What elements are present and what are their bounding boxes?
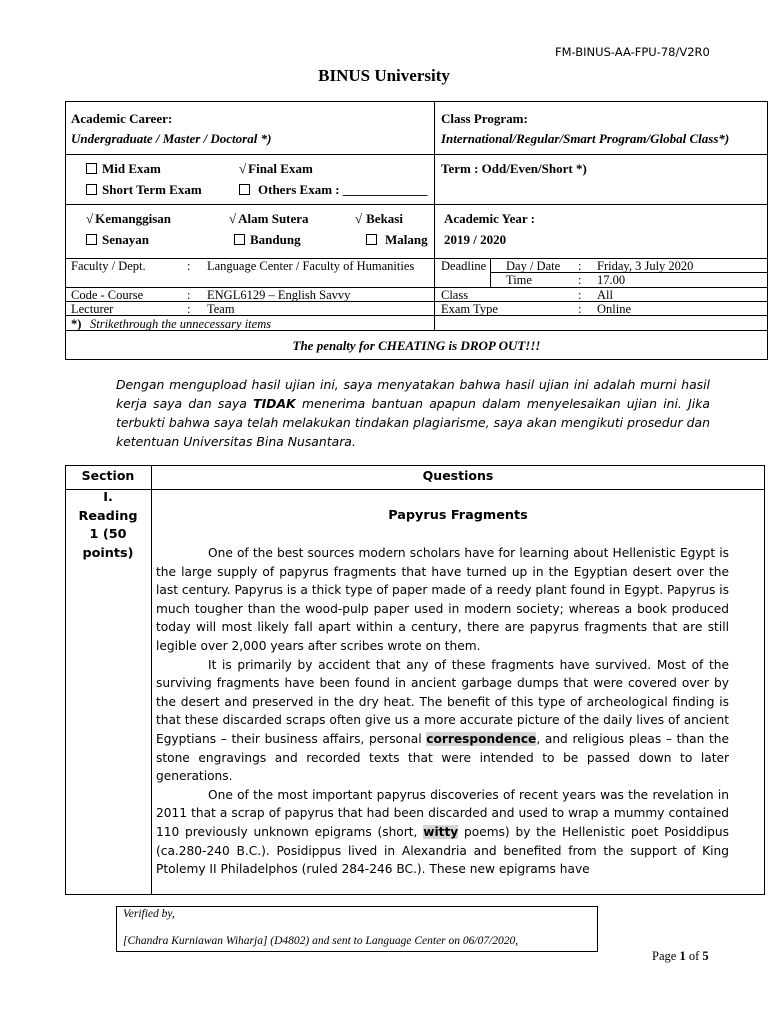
class-label: Class [441, 288, 469, 302]
code-course-value: ENGL6129 – English Savvy [207, 288, 351, 302]
campus-bekasi: √ Bekasi [355, 211, 403, 226]
exam-type-value: Online [597, 302, 632, 316]
academic-year-value: 2019 / 2020 [444, 232, 507, 247]
campus-kemanggisan: √ Kemanggisan [86, 211, 171, 226]
academic-career-label: Academic Career: [71, 111, 173, 126]
short-term-exam-option: Short Term Exam [86, 182, 202, 197]
highlighted-word: witty [423, 824, 459, 839]
check-icon: √ [229, 211, 237, 226]
colon: : [578, 273, 582, 287]
penalty-notice: The penalty for CHEATING is DROP OUT!!! [292, 338, 541, 353]
statement-emphasis: TIDAK [253, 396, 296, 411]
checkbox-icon [86, 163, 97, 174]
lecturer-label: Lecturer [71, 302, 114, 316]
declaration-statement: Dengan mengupload hasil ujian ini, saya menyatakan bahwa hasil ujian ini adalah murni hasil kerja saya dan saya TIDAK menerima bantuan apapun dalam menyelesaikan ujian ini. Jika terbukti bahwa saya telah melakukan tindakan plagiarisme, saya akan mengikuti prosedur dan ketentuan Universitas Bina Nusantara. [116, 377, 710, 449]
class-program-label: Class Program: [441, 111, 528, 126]
campus-bandung: Bandung [234, 232, 301, 247]
asterisk-note-mark: *) [71, 317, 82, 331]
reading-title: Papyrus Fragments [388, 508, 528, 523]
academic-year-label: Academic Year : [444, 211, 535, 226]
others-exam-option: Others Exam : _____________ [239, 182, 427, 197]
row-divider [65, 154, 768, 155]
row-divider [65, 301, 768, 302]
section-column-divider [151, 465, 152, 895]
reading-passage [156, 544, 729, 879]
deadline-label: Deadline [441, 259, 487, 273]
checkbox-icon [234, 234, 245, 245]
time-value: 17.00 [597, 273, 626, 287]
check-icon: √ [355, 211, 363, 226]
checkbox-icon [86, 234, 97, 245]
checkbox-icon [366, 234, 377, 245]
column-divider [434, 101, 435, 330]
verified-by-label: Verified by, [123, 908, 175, 920]
faculty-label: Faculty / Dept. [71, 259, 146, 273]
colon: : [578, 302, 582, 316]
section-header: Section [81, 468, 135, 483]
faculty-value: Language Center / Faculty of Humanities [207, 259, 415, 273]
paragraph: One of the best sources modern scholars have for learning about Hellenistic Egypt is the large supply of papyrus fragments that have turned up in the Egyptian desert over the last century. Papyrus is a thick type of paper made of a reedy plant found in Egypt. Papyrus is much tougher than the wood-pulp paper used in modern society; whereas a book produced today will most likely fall apart within a century, there are papyrus fragments that are still legible over 2,000 years after scribes wrote on them. [156, 546, 729, 653]
check-icon: √ [239, 161, 247, 176]
paragraph: One of the most important papyrus discoveries of recent years was the revelation in 2011 that a scrap of papyrus that had been discarded and used to wrap a mummy contained 110 previously unknown epigrams (short, witty poems) by the Hellenistic poet Posiddipus (ca.280-240 B.C.). Posidippus lived in Alexandria and benefited from the support of King Ptolemy II Philadelphos (ruled 284-246 BC.). These new epigrams have [156, 787, 729, 877]
campus-malang: Malang [366, 232, 428, 247]
final-exam-option: √ Final Exam [239, 161, 313, 176]
exam-type-label: Exam Type [441, 302, 498, 316]
academic-career-value: Undergraduate / Master / Doctoral *) [71, 131, 272, 146]
colon: : [187, 302, 191, 316]
page-title: BINUS University [318, 66, 450, 85]
check-icon: √ [86, 211, 94, 226]
checkbox-icon [239, 184, 250, 195]
verification-detail: [Chandra Kurniawan Wiharja] (D4802) and sent to Language Center on 06/07/2020, [123, 935, 519, 947]
row-divider [65, 287, 768, 288]
row-divider [65, 204, 768, 205]
day-date-value: Friday, 3 July 2020 [597, 259, 694, 273]
questions-header: Questions [422, 468, 494, 483]
term-field: Term : Odd/Even/Short *) [441, 161, 587, 176]
form-code: FM-BINUS-AA-FPU-78/V2R0 [555, 45, 710, 59]
colon: : [578, 288, 582, 302]
code-course-label: Code - Course [71, 288, 144, 302]
colon: : [578, 259, 582, 273]
mid-exam-option: Mid Exam [86, 161, 161, 176]
page-number: Page 1 of 5 [652, 949, 709, 963]
campus-senayan: Senayan [86, 232, 149, 247]
paragraph: It is primarily by accident that any of these fragments have survived. Most of the surviving fragments have been found in ancient garbage dumps that were covered over by the desert and preserved in the dry heat. The benefit of this type of archeological finding is that these discarded scraps often give us a more accurate picture of the daily lives of ancient Egyptians – their business affairs, personal correspondence, and religious pleas – than the stone engravings and recorded texts that were intended to be passed down to later generations. [156, 657, 729, 784]
section-label: I. Reading 1 (50 points) [78, 490, 138, 561]
colon: : [187, 259, 191, 273]
class-program-value: International/Regular/Smart Program/Global Class*) [441, 131, 730, 146]
colon: : [187, 288, 191, 302]
row-divider [65, 315, 768, 316]
campus-alam-sutera: √ Alam Sutera [229, 211, 309, 226]
day-date-label: Day / Date [506, 259, 561, 273]
header-divider [65, 489, 765, 490]
strikethrough-note: Strikethrough the unnecessary items [90, 317, 272, 331]
checkbox-icon [86, 184, 97, 195]
highlighted-word: correspondence [426, 731, 537, 746]
lecturer-value: Team [207, 302, 235, 316]
time-label: Time [506, 273, 532, 287]
class-value: All [597, 288, 613, 302]
